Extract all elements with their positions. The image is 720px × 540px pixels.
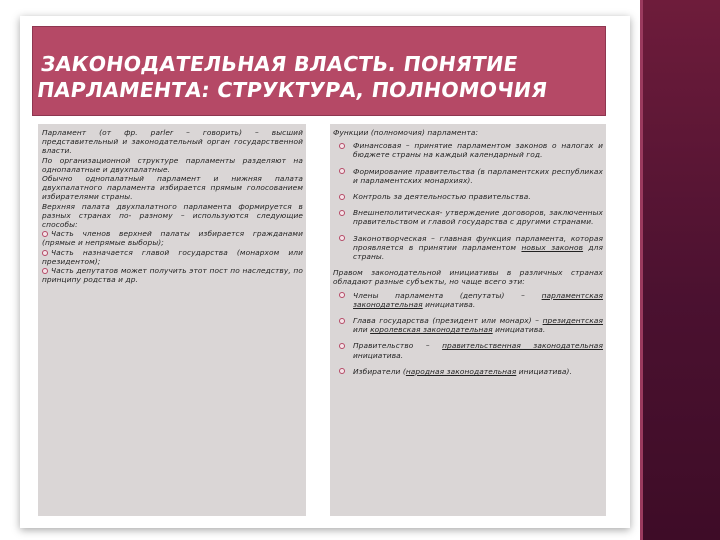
function-government-formation: Формирование правительства (в парламентских республиках и парламентских монархиях). [333, 167, 603, 185]
parliament-definition: Парламент (от фр. parler – говорить) – высший представительный и законодательный орган государственной власти. [42, 128, 303, 156]
function-financial: Финансовая – принятие парламентом законов о налогах и бюджете страны на каждый календарный год. [333, 141, 603, 159]
initiative-deputies: Члены парламента (депутаты) – парламентская законодательная инициатива. [333, 291, 603, 309]
function-foreign-policy: Внешнеполитическая- утверждение договоров, заключенных правительством и главой государства с другими странами. [333, 208, 603, 226]
left-column [38, 124, 306, 516]
bullet-icon [42, 250, 48, 256]
initiative-head-of-state: Глава государства (президент или монарх) – президентская или королевская законодательная инициатива. [333, 316, 603, 334]
right-column [330, 124, 606, 516]
bullet-icon [42, 268, 48, 274]
initiative-intro: Правом законодательной инициативы в различных странах обладают разные субъекты, но чаще всего эти: [333, 268, 603, 287]
initiative-government: Правительство – правительственная законодательная инициатива. [333, 341, 603, 359]
slide-title: ЗАКОНОДАТЕЛЬНАЯ ВЛАСТЬ. ПОНЯТИЕ ПАРЛАМЕНТА: СТРУКТУРА, ПОЛНОМОЧИЯ [35, 52, 549, 102]
bullet-icon [42, 231, 48, 237]
upper-method-1: Часть членов верхней палаты избирается гражданами (прямые и непрямые выборы); [42, 229, 303, 248]
title-bar [32, 26, 606, 116]
upper-method-2: Часть назначается главой государства (монархом или президентом); [42, 247, 303, 266]
upper-method-3: Часть депутатов может получить этот пост по наследству, по принципу родства и др. [42, 266, 303, 285]
upper-chamber-text: Верхняя палата двухпалатного парламента формируется в разных странах по- разному – используются следующие способы: [42, 201, 303, 230]
structure-text: По организационной структуре парламенты разделяют на однопалатные и двухпалатные. [42, 155, 303, 174]
initiative-voters: Избиратели (народная законодательная инициатива). [333, 367, 603, 376]
function-lawmaking: Законотворческая – главная функция парламента, которая проявляется в принятии парламентом новых законов для страны. [333, 234, 603, 262]
lower-chamber-text: Обычно однопалатный парламент и нижняя палата двухпалатного парламента избирается прямым голосованием избирателями страны. [42, 174, 303, 202]
function-control: Контроль за деятельностью правительства. [333, 192, 603, 201]
decorative-side-band [640, 0, 720, 540]
functions-heading: Функции (полномочия) парламента: [333, 128, 479, 137]
